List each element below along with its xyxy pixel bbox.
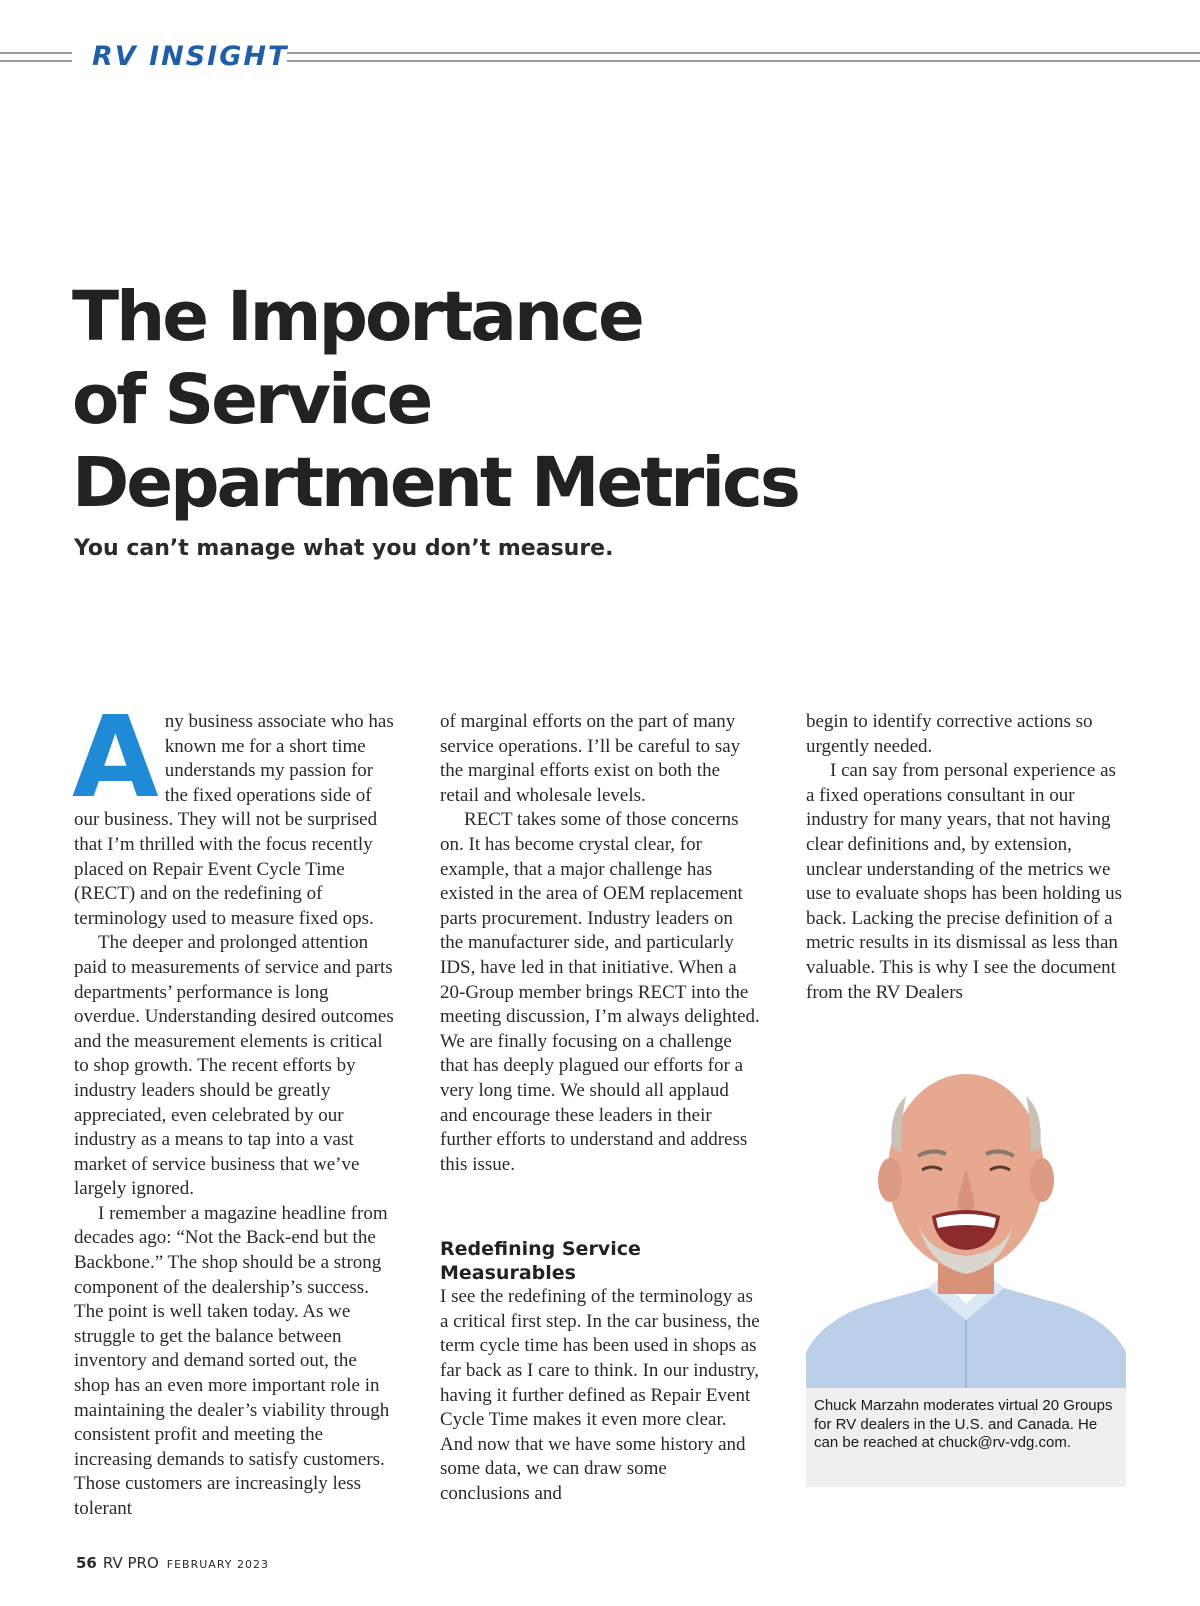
publication-name: RV PRO (102, 1554, 159, 1572)
body-column-3 (806, 710, 1126, 1005)
issue-date: FEBRUARY 2023 (166, 1558, 269, 1571)
section-label: RV INSIGHT (92, 41, 289, 72)
page-number: 56 (76, 1554, 97, 1572)
section-subhead: Redefining Service Measurables (440, 1238, 641, 1285)
paragraph: I can say from personal experience as a fixed operations consultant in our industry for many years, that not having clear definitions and, by extension, unclear understanding of the metrics we use to evaluate shops has been holding us back. Lacking the precise definition of a metric results in its dismissal as less than valuable. This is why I see the document from the RV Dealers (806, 760, 1123, 1003)
body-column-1 (72, 693, 396, 1522)
title-line-2: of Service (72, 360, 431, 440)
paragraph: I see the redefining of the terminology as a critical first step. In the car business, the term cycle time has been used in shops as far back as I care to think. In our industry, having it further defined as Repair Event Cycle Time makes it even more clear. And now that we have some history and some data, we can draw some conclusions and (440, 1286, 760, 1505)
author-portrait-illustration (806, 1052, 1126, 1388)
paragraph: The deeper and prolonged attention paid to measurements of service and parts departments’ performance is long overdue. Understanding desired outcomes and the measurement elements is critical to shop growth. The recent efforts by industry leaders should be greatly appreciated, even celebrated by our industry as a means to tap into a vast market of service business that we’ve largely ignored. (74, 932, 394, 1200)
paragraph: of marginal efforts on the part of many service operations. I’ll be careful to say the marginal efforts exist on both the retail and wholesale levels. (440, 711, 741, 806)
paragraph (72, 693, 396, 931)
author-photo (806, 1052, 1126, 1388)
page-footer (76, 1553, 269, 1572)
photo-caption: Chuck Marzahn moderates virtual 20 Groups for RV dealers in the U.S. and Canada. He can be reached at chuck@rv-vdg.com. (806, 1388, 1126, 1487)
title-line-3: Department Metrics (72, 443, 798, 523)
title-line-1: The Importance (72, 277, 642, 357)
drop-cap: A (72, 693, 159, 823)
paragraph-text: ny business associate who has known me for a short time understands my passion for the fixed operations side of our business. They will not be surprised that I’m thrilled with the focus recently placed on Repair Event Cycle Time (RECT) and on the redefining of terminology used to measure fixed ops. (74, 711, 394, 929)
header-rule-right (287, 52, 1200, 62)
paragraph: begin to identify corrective actions so urgently needed. (806, 711, 1093, 757)
article-deck: You can’t manage what you don’t measure. (74, 536, 614, 561)
paragraph: I remember a magazine headline from decades ago: “Not the Back-end but the Backbone.” The shop should be a strong component of the dealership’s success. The point is well taken today. As we struggle to get the balance between inventory and demand sorted out, the shop has an even more important role in maintaining the dealer’s viability through consistent profit and meeting the increasing demands to satisfy customers. Those customers are increasingly less tolerant (74, 1202, 390, 1519)
body-column-2 (440, 710, 760, 1507)
section-header (0, 40, 1200, 74)
header-rule-left (0, 52, 72, 62)
paragraph: RECT takes some of those concerns on. It has become crystal clear, for example, that a major challenge has existed in the area of OEM replacement parts procurement. Industry leaders on the manufacturer side, and particularly IDS, have led in that initiative. When a 20-Group member brings RECT into the meeting discussion, I’m always delighted. We are finally focusing on a challenge that has deeply plagued our efforts for a very long time. We should all applaud and encourage these leaders in their further efforts to understand and address this issue. (440, 809, 760, 1175)
article-title (72, 276, 872, 525)
